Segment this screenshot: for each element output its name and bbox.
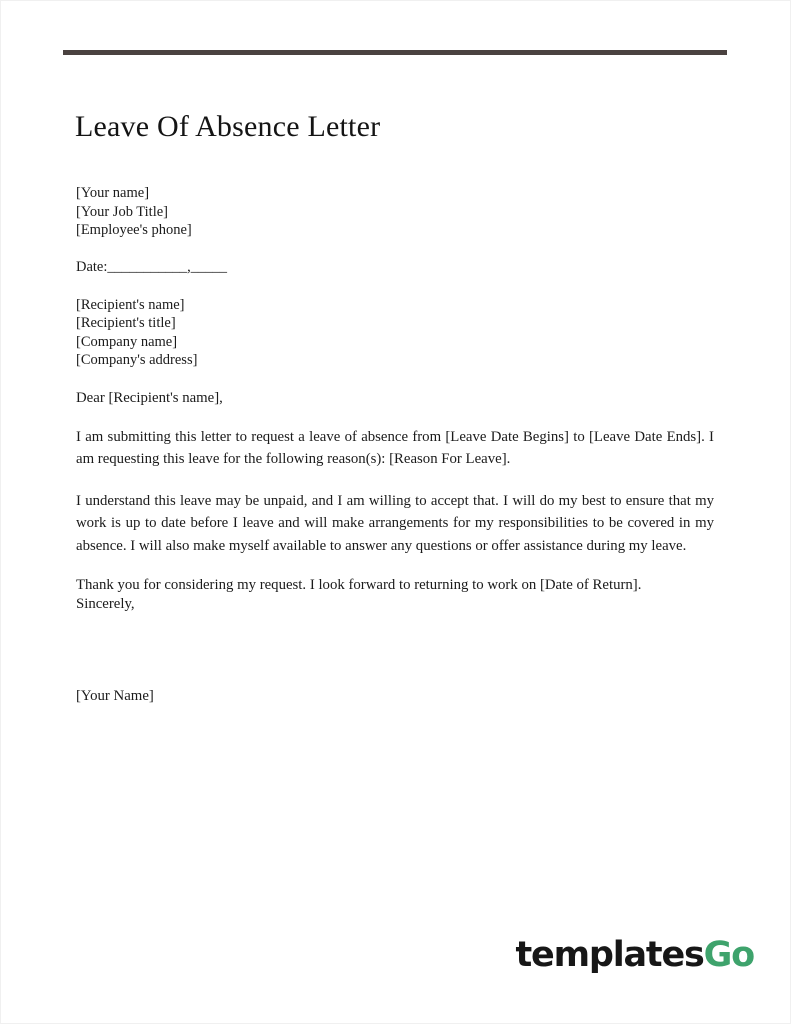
templatesgo-logo bbox=[516, 935, 754, 975]
sender-name-line: [Your name] bbox=[76, 185, 150, 201]
body-paragraph-understanding: I understand this leave may be unpaid, and I am willing to accept that. I will do my best to ensure that my work is up to date before I leave and will make arrangements for my responsibilities to be covered in my absence. I will also make myself available to answer any questions or offer assistance during my leave. bbox=[76, 492, 714, 554]
closing-thank-you-line: Thank you for considering my request. I look forward to returning to work on [Date of Return]. bbox=[76, 576, 642, 593]
body-paragraph-request: I am submitting this letter to request a leave of absence from [Leave Date Begins] to [Leave Date Ends]. I am requesting this leave for the following reason(s): [Reason For Leave]. bbox=[76, 428, 714, 468]
recipient-name-line: [Recipient's name] bbox=[76, 296, 185, 313]
recipient-company-name-line: [Company name] bbox=[76, 333, 178, 350]
logo-text-templates: templates bbox=[515, 935, 704, 975]
sender-phone-line: [Employee's phone] bbox=[76, 222, 192, 239]
header-divider-rule bbox=[63, 50, 727, 55]
sender-address-block bbox=[76, 184, 714, 240]
recipient-company-address-line: [Company's address] bbox=[76, 352, 198, 369]
recipient-address-block bbox=[76, 296, 714, 370]
signature-name-line: [Your Name] bbox=[76, 687, 154, 704]
recipient-title-line: [Recipient's title] bbox=[76, 315, 176, 332]
closing-block bbox=[76, 576, 714, 615]
page-title: Leave Of Absence Letter bbox=[75, 110, 381, 144]
date-line: Date:___________,_____ bbox=[76, 259, 228, 276]
logo-text-go: Go bbox=[703, 935, 754, 975]
closing-salutation-line: Sincerely, bbox=[76, 596, 135, 613]
salutation-line: Dear [Recipient's name], bbox=[76, 389, 223, 406]
letter-body bbox=[76, 184, 714, 706]
sender-job-title-line: [Your Job Title] bbox=[76, 203, 169, 220]
